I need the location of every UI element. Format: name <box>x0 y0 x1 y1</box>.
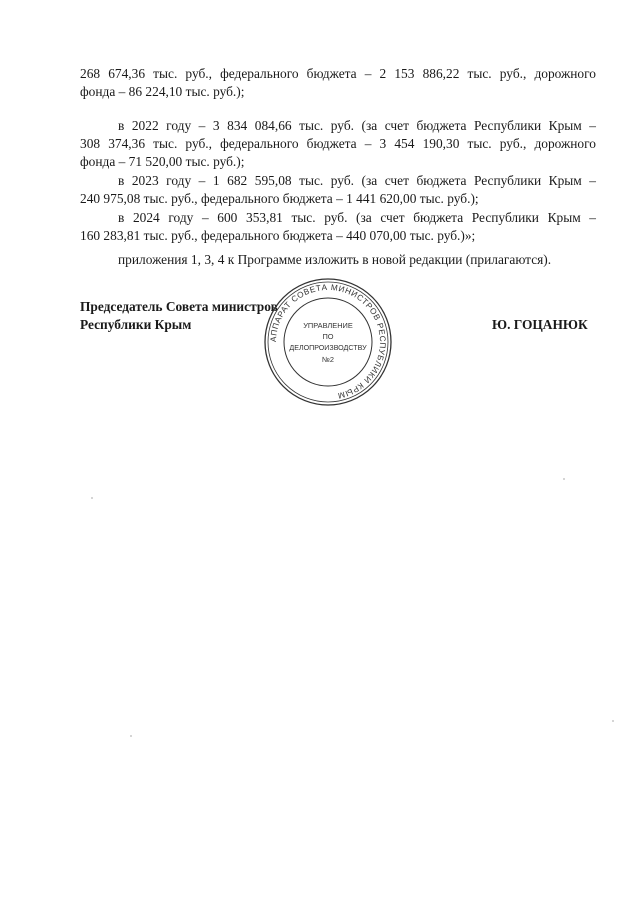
body-line-2: фонда – 86 224,10 тыс. руб.); <box>80 84 245 99</box>
body-line-1: 268 674,36 тыс. руб., федерального бюджета – 2 153 886,22 тыс. руб., дорожного <box>80 66 596 81</box>
body-line-8: в 2024 году – 600 353,81 тыс. руб. (за счет бюджета Республики Крым – <box>118 210 596 225</box>
stamp-center-line-3: ДЕЛОПРОИЗВОДСТВУ <box>289 344 367 352</box>
body-line-5: фонда – 71 520,00 тыс. руб.); <box>80 154 245 169</box>
scan-speck <box>612 720 614 722</box>
body-line-3: в 2022 году – 3 834 084,66 тыс. руб. (за счет бюджета Республики Крым – <box>118 118 596 133</box>
signatory-position-line1: Председатель Совета министров <box>80 299 278 314</box>
signatory-position-line2: Республики Крым <box>80 317 192 332</box>
scan-speck <box>91 497 93 499</box>
body-line-4: 308 374,36 тыс. руб., федерального бюджета – 3 454 190,30 тыс. руб., дорожного <box>80 136 596 151</box>
scan-speck <box>563 478 565 480</box>
body-line-7: 240 975,08 тыс. руб., федерального бюджета – 1 441 620,00 тыс. руб.); <box>80 191 479 206</box>
signatory-name: Ю. ГОЦАНЮК <box>492 317 588 332</box>
stamp-center-line-1: УПРАВЛЕНИЕ <box>303 321 353 330</box>
official-stamp <box>262 276 394 408</box>
body-line-9: 160 283,81 тыс. руб., федерального бюджета – 440 070,00 тыс. руб.)»; <box>80 228 476 243</box>
body-line-6: в 2023 году – 1 682 595,08 тыс. руб. (за счет бюджета Республики Крым – <box>118 173 596 188</box>
stamp-ring-text: АППАРАТ СОВЕТА МИНИСТРОВ РЕСПУБЛИКИ КРЫМ <box>268 282 388 401</box>
body-line-10: приложения 1, 3, 4 к Программе изложить в новой редакции (прилагаются). <box>118 252 552 267</box>
stamp-center-line-2: ПО <box>322 332 334 341</box>
scan-speck <box>130 735 132 737</box>
stamp-center-line-4: №2 <box>321 355 335 364</box>
svg-text:АППАРАТ СОВЕТА МИНИСТРОВ РЕСПУ <box>269 283 387 400</box>
